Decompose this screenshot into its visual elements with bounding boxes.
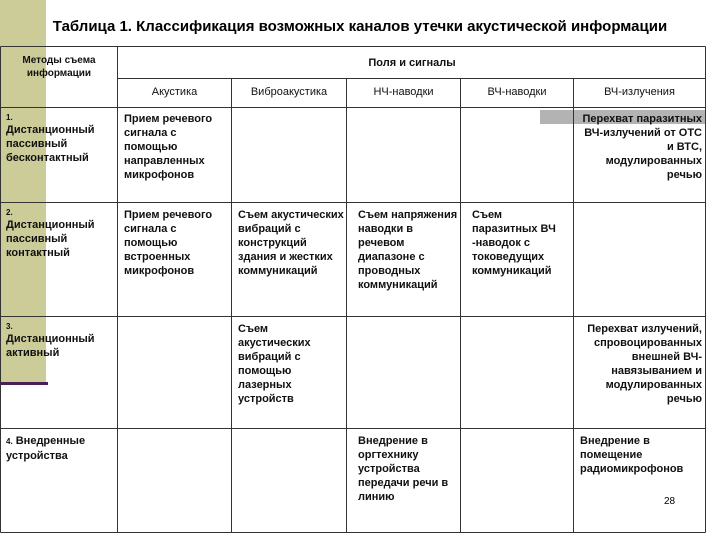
column-header-acoustics: Акустика (151, 86, 198, 98)
table-cell: Перехват паразитных ВЧ-излучений от ОТС и ВТС, модулированных речью (582, 113, 702, 181)
row-label-text: Дистанционный пассивный контактный (6, 219, 95, 259)
table-row-label (6, 322, 114, 360)
table-title: Таблица 1. Классификация возможных каналов утечки акустической информации (52, 18, 668, 35)
row-number: 1. (6, 113, 13, 122)
table-cell: Съем акустических вибраций с помощью лазерных устройств (238, 323, 311, 405)
header-fields-signals: Поля и сигналы (368, 57, 456, 69)
table-cell: Внедрение в помещение радиомикрофонов (580, 435, 684, 475)
column-header-hf-pickup: ВЧ-наводки (487, 86, 547, 98)
page-number: 28 (664, 496, 676, 507)
table-cell: Прием речевого сигнала с помощью направленных микрофонов (124, 113, 213, 181)
column-header-lf-pickup: НЧ-наводки (373, 86, 434, 98)
table-cell: Перехват излучений, спровоцированных внешней ВЧ-навязыванием и модулированных речью (587, 323, 702, 405)
column-header-hf-emission: ВЧ-излучения (604, 86, 675, 98)
table-row-label (6, 208, 114, 260)
table-cell: Съем напряжения наводки в речевом диапазоне с проводных коммуникаций (358, 209, 458, 291)
table-cell: Прием речевого сигнала с помощью встроенных микрофонов (124, 209, 213, 277)
table-row-label (6, 113, 114, 165)
table-cell: Съем акустических вибраций с конструкций здания и жестких коммуникаций (238, 209, 344, 277)
row-number: 2. (6, 208, 13, 217)
accent-line (0, 382, 48, 385)
table-row-label (6, 434, 114, 463)
column-header-vibroacoustics: Виброакустика (250, 86, 328, 98)
row-label-value: Внедренные устройства (6, 435, 86, 462)
row-number: 4. (6, 437, 13, 446)
row-label-text: Дистанционный активный (6, 333, 95, 359)
row-label-text: Дистанционный пассивный бесконтактный (6, 124, 95, 164)
row-label-text (6, 434, 114, 463)
table-cell: Внедрение в оргтехнику устройства передачи речи в линию (358, 435, 449, 503)
table-cell: Съем паразитных ВЧ -наводок с токоведущих коммуникаций (472, 209, 556, 277)
header-methods: Методы съема информации (22, 55, 96, 79)
row-number: 3. (6, 322, 13, 331)
